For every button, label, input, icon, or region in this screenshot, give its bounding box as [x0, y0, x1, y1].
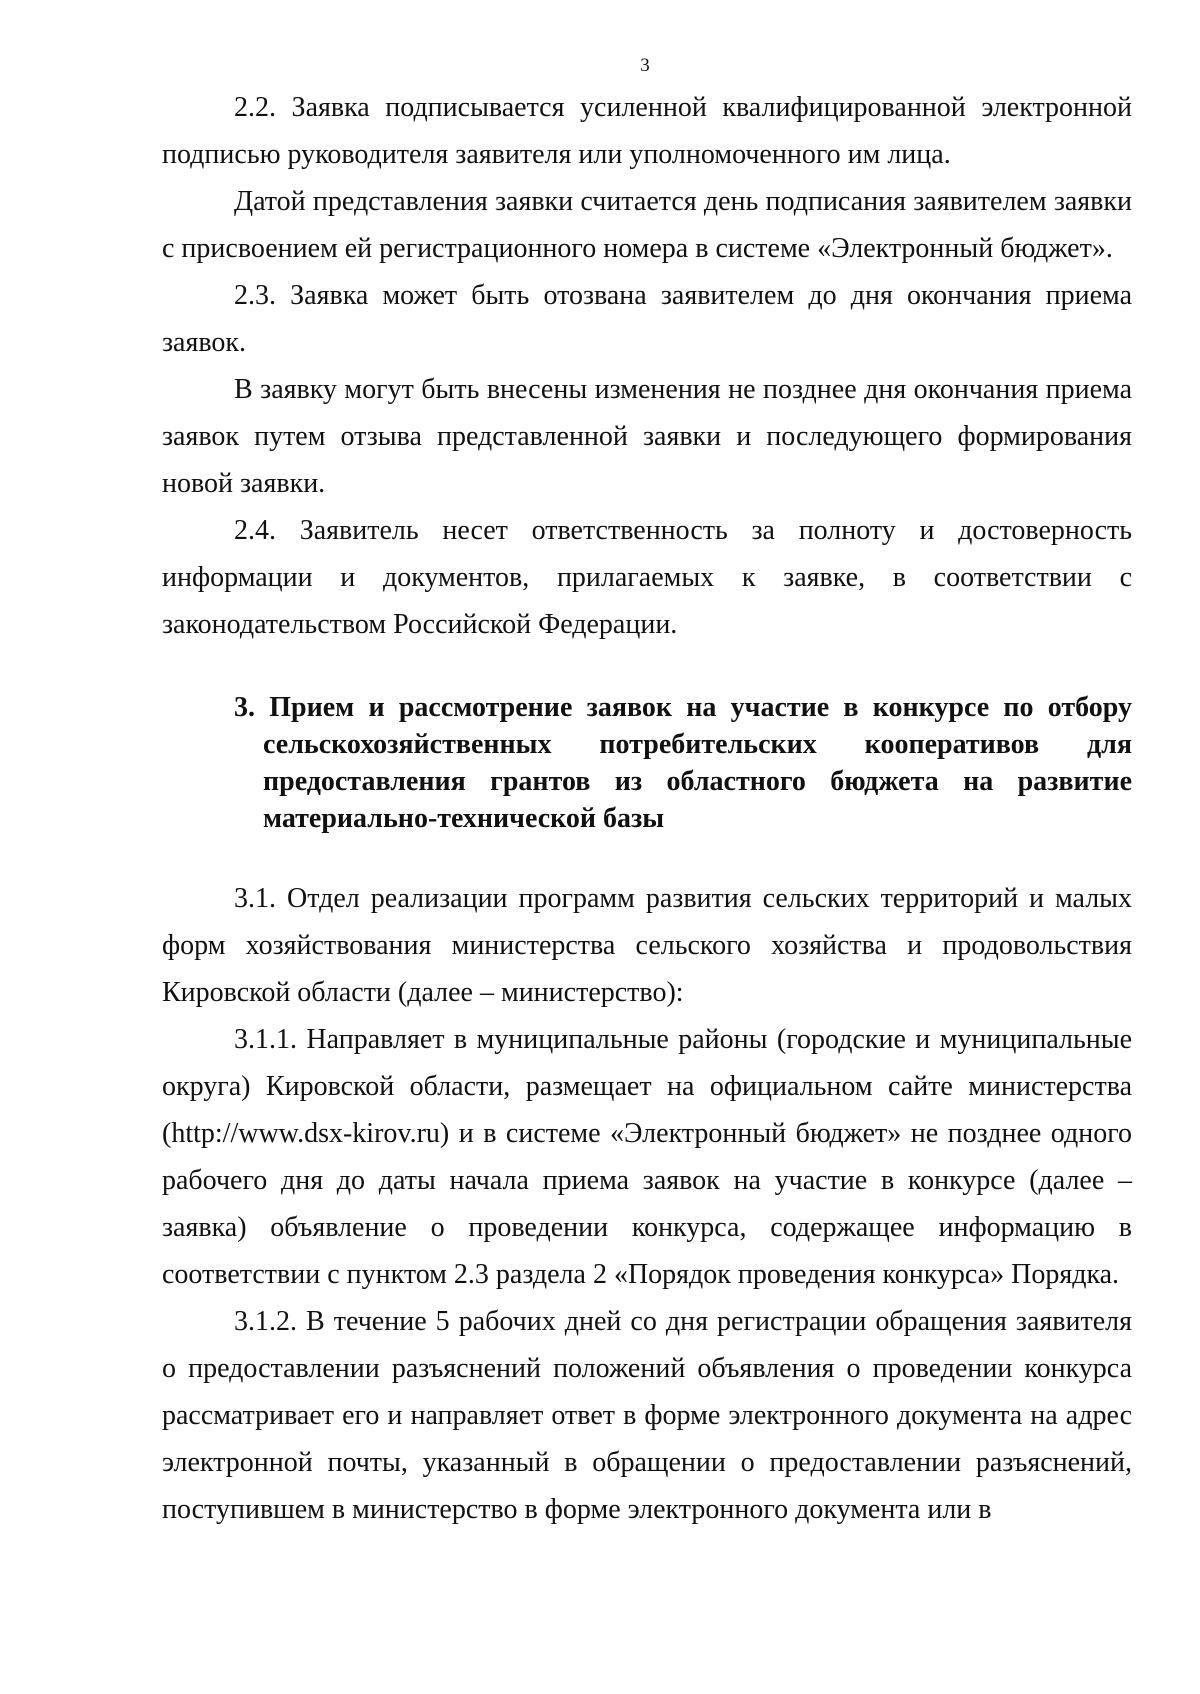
paragraph-2-3: 2.3. Заявка может быть отозвана заявителем до дня окончания приема заявок. [162, 280, 1132, 358]
paragraph-2-4: 2.4. Заявитель несет ответственность за полноту и достоверность информации и документов, прилагаемых к заявке, в соответствии с законодательством Российской Федерации. [162, 515, 1132, 640]
paragraph-3-1-2: 3.1.2. В течение 5 рабочих дней со дня регистрации обращения заявителя о предоставлении разъяснений положений объявления о проведении конкурса рассматривает его и направляет ответ в форме электронного документа на адрес электронной почты, указанный в обращении о предоставлении разъяснений, поступившем в министерство в форме электронного документа или в [162, 1306, 1132, 1525]
paragraph-3-1-1: 3.1.1. Направляет в муниципальные районы (городские и муниципальные округа) Кировской области, размещает на официальном сайте министерства (http://www.dsx-kirov.ru) и в системе «Электронный бюджет» не позднее одного рабочего дня до даты начала приема заявок на участие в конкурсе (далее – заявка) объявление о проведении конкурса, содержащее информацию в соответствии с пунктом 2.3 раздела 2 «Порядок проведения конкурса» Порядка. [162, 1024, 1132, 1290]
section-3-heading [162, 689, 1132, 837]
paragraph-submission-date: Датой представления заявки считается день подписания заявителем заявки с присвоением ей регистрационного номера в системе «Электронный бюджет». [162, 186, 1132, 264]
paragraph-3-1: 3.1. Отдел реализации программ развития сельских территорий и малых форм хозяйствования министерства сельского хозяйства и продовольствия Кировской области (далее – министерство): [162, 883, 1132, 1008]
paragraph-2-2: 2.2. Заявка подписывается усиленной квалифицированной электронной подписью руководителя заявителя или уполномоченного им лица. [162, 92, 1132, 170]
section-3-heading-text: 3. Прием и рассмотрение заявок на участие в конкурсе по отбору сельскохозяйственных потребительских кооперативов для предоставления грантов из областного бюджета на развитие материально-технической базы [234, 692, 1132, 834]
document-body [162, 84, 1132, 1533]
page-number: 3 [640, 55, 650, 76]
paragraph-changes: В заявку могут быть внесены изменения не позднее дня окончания приема заявок путем отзыва представленной заявки и последующего формирования новой заявки. [162, 374, 1132, 499]
